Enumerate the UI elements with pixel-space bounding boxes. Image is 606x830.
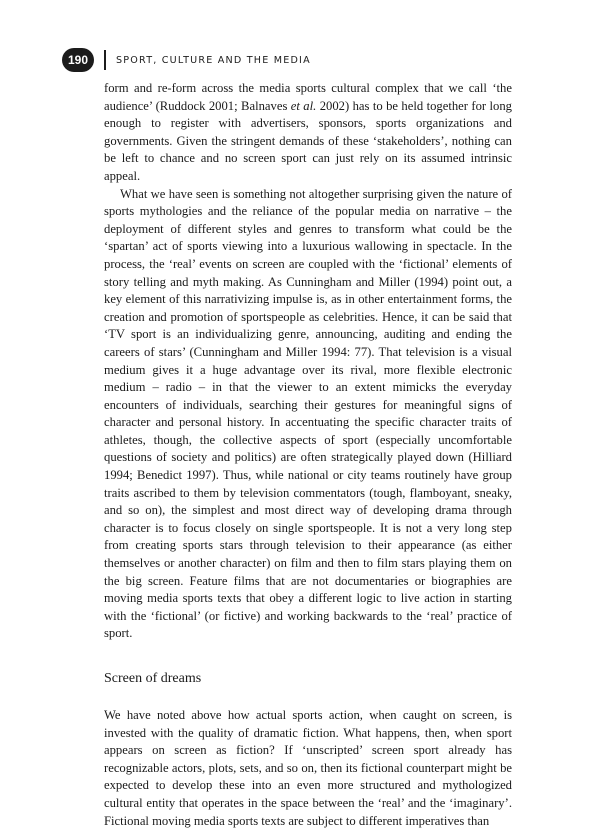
paragraph: We have noted above how actual sports action, when caught on screen, is invested with the quality of dramatic fiction. What happens, then, when sport appears on screen as fiction? If ‘unscripted’ screen sport already has recognizable actors, plots, sets, and so on, then its fictional counterpart might be expected to develop these into an even more structured and mythologized cultural entity that operates in the space between the ‘real’ and the ‘imaginary’. Fictional moving media sports texts are subject to different imperatives than: [104, 708, 512, 828]
running-title: SPORT, CULTURE AND THE MEDIA: [116, 54, 311, 66]
paragraph-text: 2002) has to be held together for long enough to register with advertisers, sponsors, sports organizations and governments. Given the stringent demands of these ‘stakeholders’, nothing can be left to chance and no screen sport can just rely on its assumed intrinsic appeal.: [104, 98, 512, 183]
paragraph-text: form and re-form across the media sports cultural complex that we call ‘the audience’ (Ruddock 2001; Balnaves: [104, 81, 512, 113]
running-head: [62, 46, 311, 74]
page-number-badge: 190: [62, 48, 94, 72]
citation-emphasis: et al.: [290, 98, 317, 113]
paragraph: What we have seen is something not altogether surprising given the nature of sports mythologies and the reliance of the popular media on narrative – the deployment of different styles and genres to transform what could be the ‘spartan’ act of sports viewing into a luxurious wallowing in spectacle. In the process, the ‘real’ events on screen are coupled with the ‘fictional’ elements of story telling and myth making. As Cunningham and Miller (1994) point out, a key element of this narrativizing impulse is, as in other entertainment forms, the creation and promotion of sportspeople as celebrities. Hence, it can be said that ‘TV sport is an individualizing genre, announcing, auditing and ending the careers of stars’ (Cunningham and Miller 1994: 77). That television is a visual medium gives it a huge advantage over its rival, more flexible electronic medium – radio – in that the viewer to an extent mimicks the everyday encounters of individuals, searching their gestures for meaningful signs of character and personal history. In accentuating the specific character traits of athletes, though, the collective aspects of sport (especially uncomfortable questions of society and politics) are often strategically played down (Hilliard 1994; Benedict 1997). Thus, while national or city teams routinely have group traits ascribed to them by television commentators (tough, flamboyant, sneaky, and so on), the simplest and most direct way of developing drama through character is to focus closely on single sportspeople. It is not a very long step from creating sports stars through television to their appearance (as either themselves or another character) on film and then to film stars playing them on the big screen. Feature films that are not documentaries or biographies are moving media sports texts that obey a different logic to live action in starting with the ‘fictional’ (or fictive) and working backwards to the ‘real’ practice of sport.: [104, 186, 512, 641]
header-divider: [104, 50, 106, 70]
paragraph-continued: [104, 80, 512, 186]
section-heading: Screen of dreams: [104, 671, 202, 686]
body-text: [104, 80, 512, 830]
